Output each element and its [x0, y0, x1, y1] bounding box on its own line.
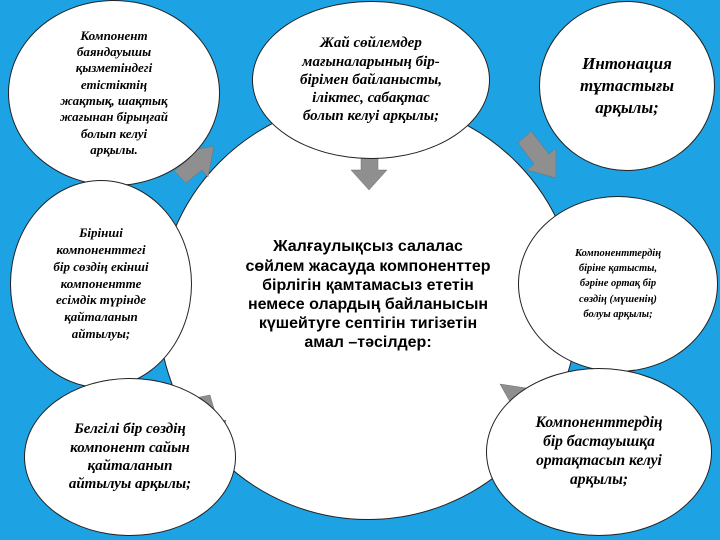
arrow-top-right-icon	[518, 131, 556, 178]
node-middle-right-text: Компоненттердің біріне қатысты, бәріне ортақ бір сөздің (мүшенің) болуы арқылы;	[574, 247, 662, 320]
node-middle-right	[518, 196, 718, 372]
node-top-center-text: Жай сөйлемдер мағыналарының бір- бірімен байланысты, іліктес, сабақтас болып келуі арқылы;	[299, 35, 443, 125]
node-bottom-right	[486, 368, 712, 536]
node-top-left	[8, 0, 220, 186]
node-bottom-left-text: Белгілі бір сөздің компонент сайын қайталанып айтылуы арқылы;	[68, 421, 192, 493]
node-top-right	[539, 1, 715, 171]
node-middle-left-text: Бірінші компоненттегі бір сөздің екінші компонентте есімдік түрінде қайталанып айтылуы;	[53, 224, 149, 342]
node-bottom-left	[24, 378, 236, 536]
node-middle-left	[10, 180, 192, 388]
node-top-left-text: Компонент баяндауышы қызметіндегі етістіктің жақтық, шақтық жағынан бірыңғай болып келуі арқылы.	[59, 27, 169, 158]
node-top-center	[252, 1, 490, 159]
node-bottom-right-text: Компоненттердің бір бастауышқа ортақтасып келуі арқылы;	[535, 414, 663, 488]
node-top-right-text: Интонация тұтастығы арқылы;	[579, 53, 675, 118]
center-text: Жалғаулықсыз салалас сөйлем жасауда компоненттер бірлігін қамтамасыз ететін немесе олардың байланысын күшейтуге септігін тигізетін амал –тәсілдер:	[245, 238, 491, 352]
